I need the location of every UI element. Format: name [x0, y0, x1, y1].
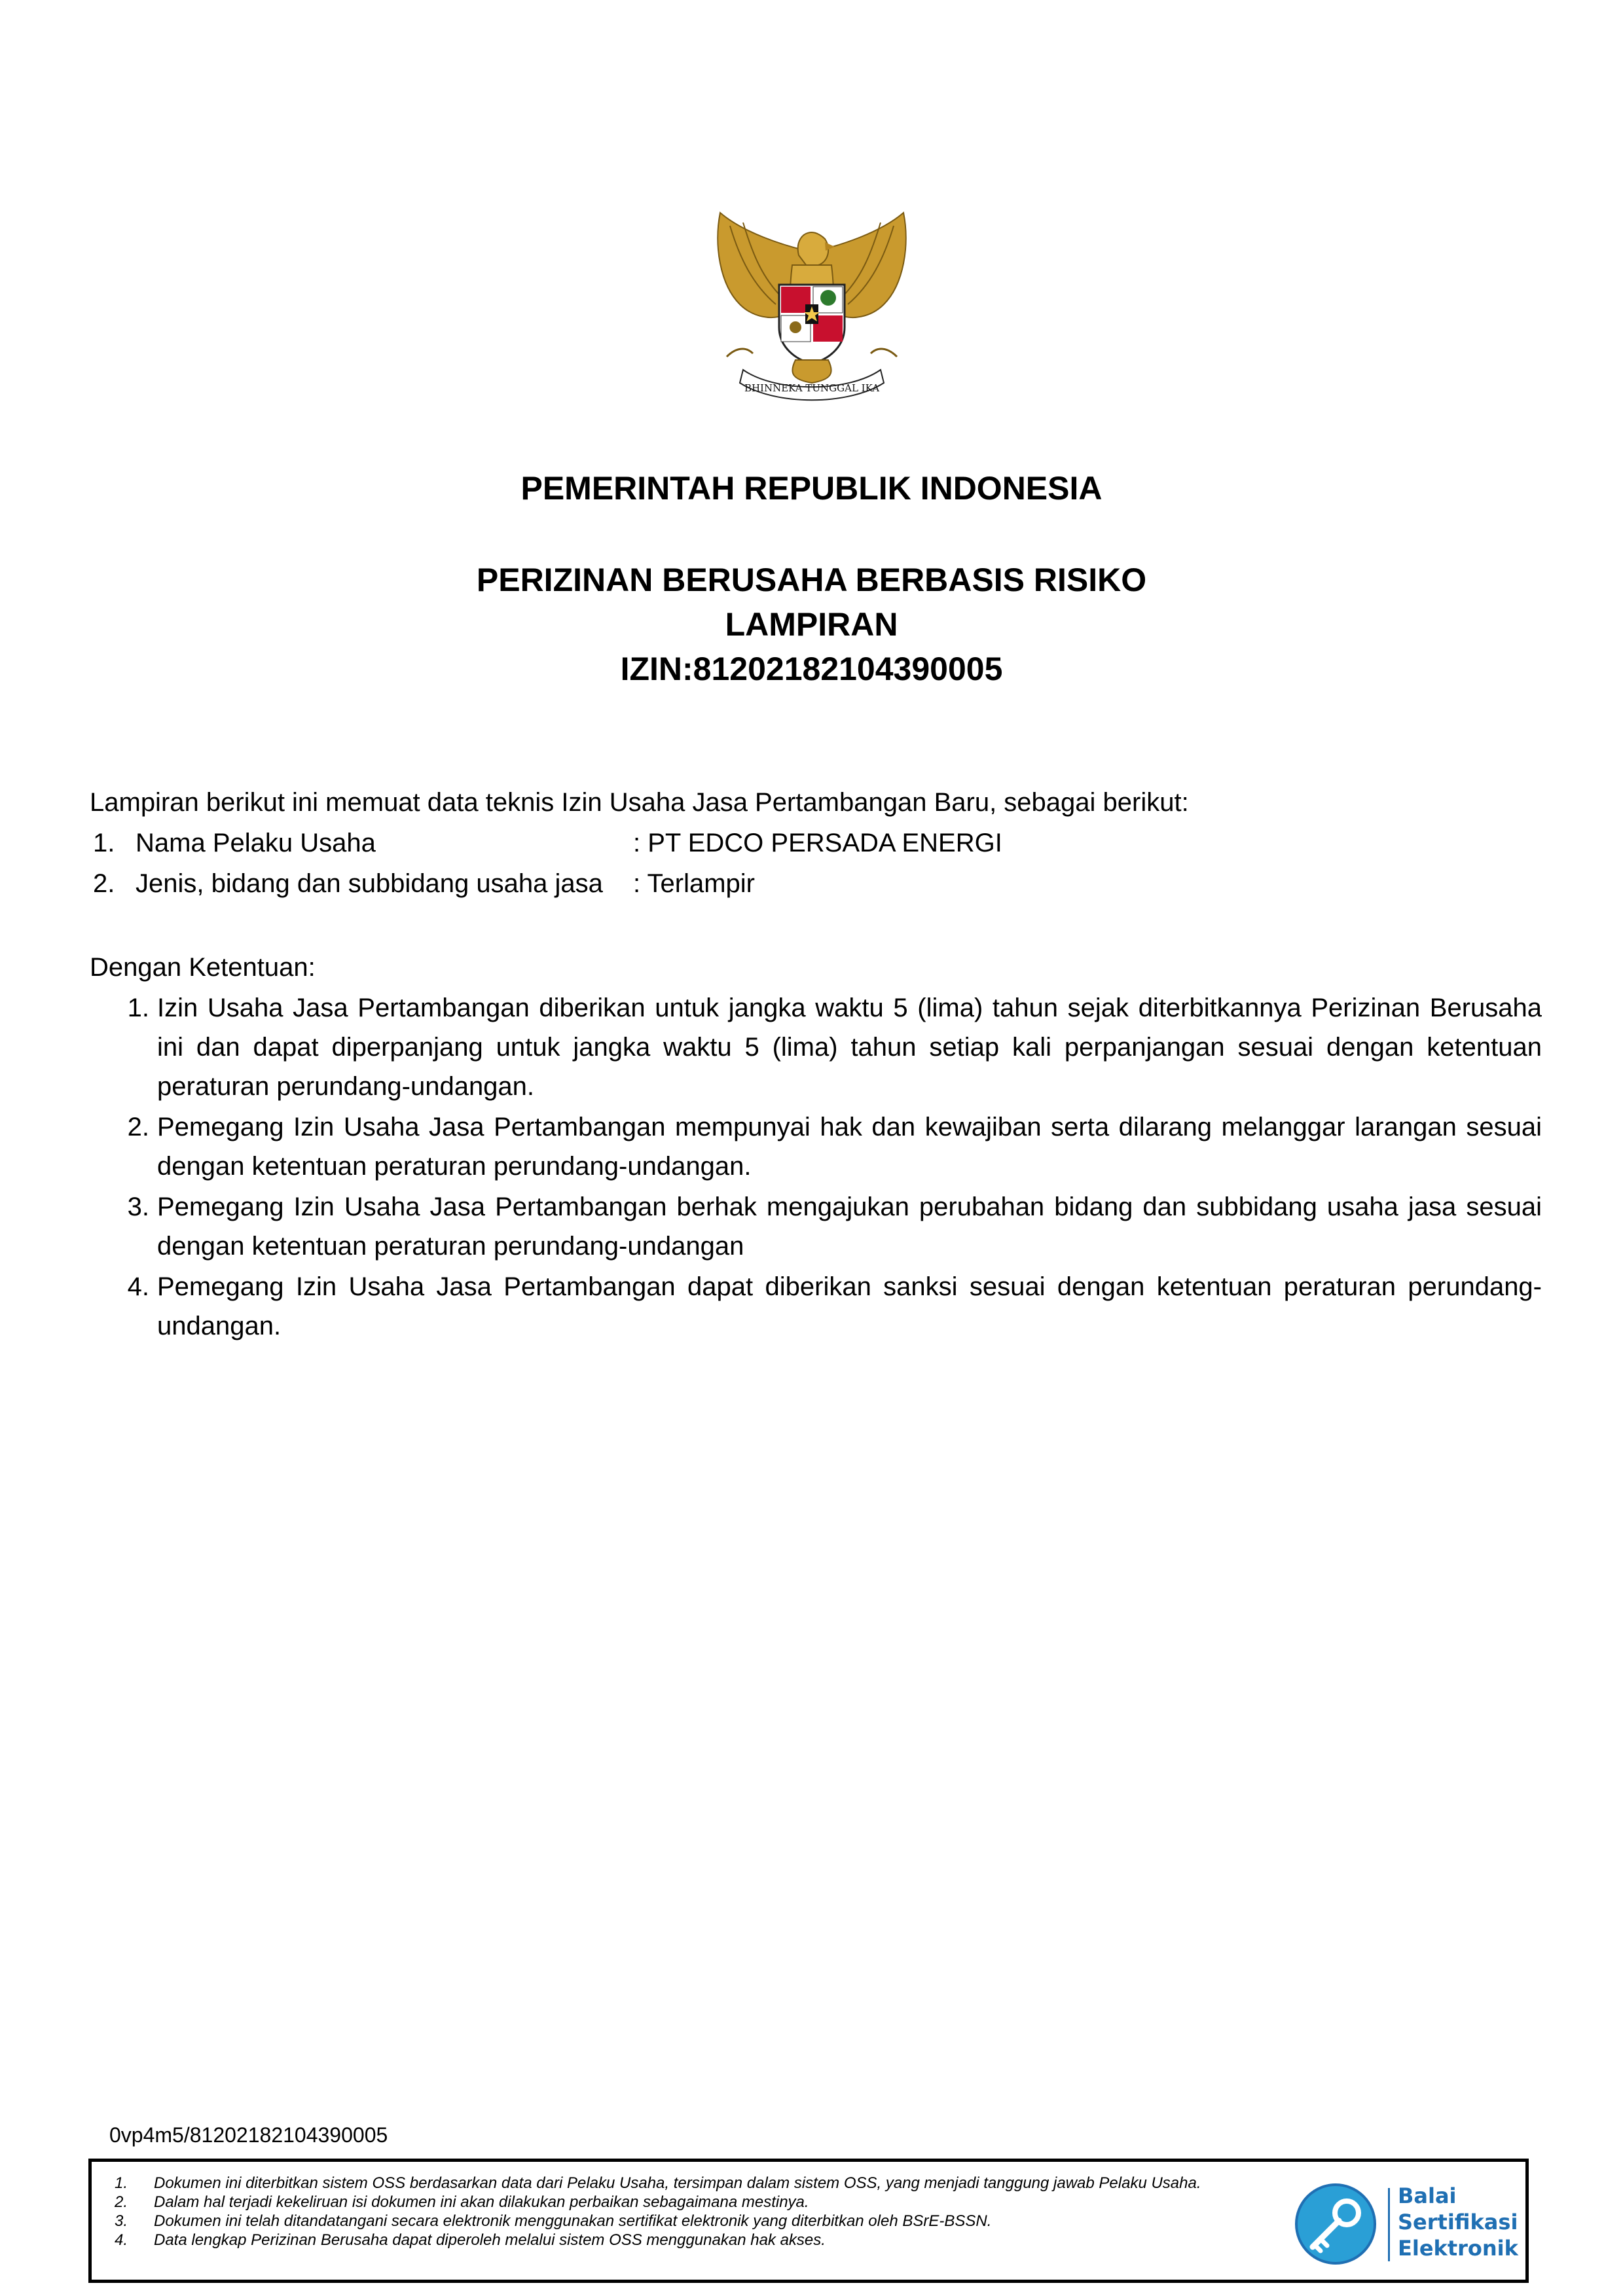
term-text: Pemegang Izin Usaha Jasa Pertambangan mempunyai hak dan kewajiban serta dilarang melanggar larangan sesuai dengan ketentuan peraturan perundang-undangan. — [157, 1113, 1542, 1181]
terms-title: Dengan Ketentuan: — [90, 953, 316, 982]
info-row-business-type — [90, 863, 1550, 904]
footer-note — [111, 2174, 1283, 2193]
footer-note-number: 4. — [115, 2231, 128, 2249]
footer-note — [111, 2212, 1283, 2231]
footer-note-text: Dokumen ini telah ditandatangani secara elektronik menggunakan sertifikat elektronik yang diterbitkan oleh BSrE-BSSN. — [154, 2212, 992, 2230]
document-subtitle: LAMPIRAN — [725, 606, 898, 643]
bsre-line-3: Elektronik — [1398, 2236, 1518, 2261]
info-row-label: Nama Pelaku Usaha — [136, 829, 376, 857]
bsre-line-1: Balai — [1398, 2183, 1457, 2208]
footer-notes — [111, 2174, 1283, 2250]
info-row-label: Jenis, bidang dan subbidang usaha jasa — [136, 869, 603, 898]
bsre-logo-block — [1293, 2176, 1522, 2274]
term-number: 3. — [127, 1193, 149, 1221]
emblem-motto: BHINNEKA TUNGGAL IKA — [744, 382, 880, 394]
term-item — [105, 988, 1542, 1106]
document-code: 0vp4m5/81202182104390005 — [109, 2123, 388, 2147]
footer-note-number: 3. — [115, 2212, 128, 2230]
bsre-divider — [1388, 2188, 1390, 2261]
garuda-pancasila-emblem — [704, 206, 920, 422]
info-row-number: 1. — [93, 829, 115, 857]
permit-number: IZIN:81202182104390005 — [620, 651, 1003, 687]
footer-note-text: Dalam hal terjadi kekeliruan isi dokumen ini akan dilakukan perbaikan sebagaimana mestinya. — [154, 2193, 809, 2211]
term-item — [105, 1107, 1542, 1186]
info-row-value: : PT EDCO PERSADA ENERGI — [633, 829, 1002, 857]
term-text: Pemegang Izin Usaha Jasa Pertambangan berhak mengajukan perubahan bidang dan subbidang usaha jasa sesuai dengan ketentuan peraturan perundang-undangan — [157, 1193, 1542, 1261]
info-row-business-name — [90, 823, 1550, 863]
term-item — [105, 1187, 1542, 1266]
footer-note — [111, 2231, 1283, 2250]
bsre-wordmark — [1398, 2183, 1518, 2261]
bsre-line-2: Sertifikasi — [1398, 2210, 1518, 2234]
intro-text: Lampiran berikut ini memuat data teknis Izin Usaha Jasa Pertambangan Baru, sebagai berikut: — [90, 788, 1189, 817]
bsre-key-icon — [1293, 2181, 1378, 2267]
footer-note-text: Data lengkap Perizinan Berusaha dapat diperoleh melalui sistem OSS menggunakan hak akses. — [154, 2231, 826, 2249]
footer-note-number: 2. — [115, 2193, 128, 2211]
terms-list — [105, 988, 1542, 1346]
footer-note-number: 1. — [115, 2174, 128, 2192]
term-text: Pemegang Izin Usaha Jasa Pertambangan dapat diberikan sanksi sesuai dengan ketentuan peraturan perundang-undangan. — [157, 1272, 1542, 1340]
intro-section — [90, 782, 1550, 904]
footer-notice-box — [88, 2159, 1529, 2283]
footer-note — [111, 2193, 1283, 2212]
info-row-number: 2. — [93, 869, 115, 898]
info-row-value: : Terlampir — [633, 869, 755, 898]
title-block — [0, 558, 1623, 691]
term-number: 2. — [127, 1113, 149, 1141]
term-number: 1. — [127, 994, 149, 1022]
term-text: Izin Usaha Jasa Pertambangan diberikan untuk jangka waktu 5 (lima) tahun sejak diterbitkannya Perizinan Berusaha ini dan dapat diperpanjang untuk jangka waktu 5 (lima) tahun setiap kali perpanjangan sesuai dengan ketentuan peraturan perundang-undangan. — [157, 994, 1542, 1101]
term-number: 4. — [127, 1272, 149, 1301]
term-item — [105, 1267, 1542, 1346]
footer-note-text: Dokumen ini diterbitkan sistem OSS berdasarkan data dari Pelaku Usaha, tersimpan dalam sistem OSS, yang menjadi tanggung jawab Pelaku Usaha. — [154, 2174, 1201, 2192]
government-heading: PEMERINTAH REPUBLIK INDONESIA — [520, 470, 1103, 507]
document-title: PERIZINAN BERUSAHA BERBASIS RISIKO — [476, 562, 1147, 598]
